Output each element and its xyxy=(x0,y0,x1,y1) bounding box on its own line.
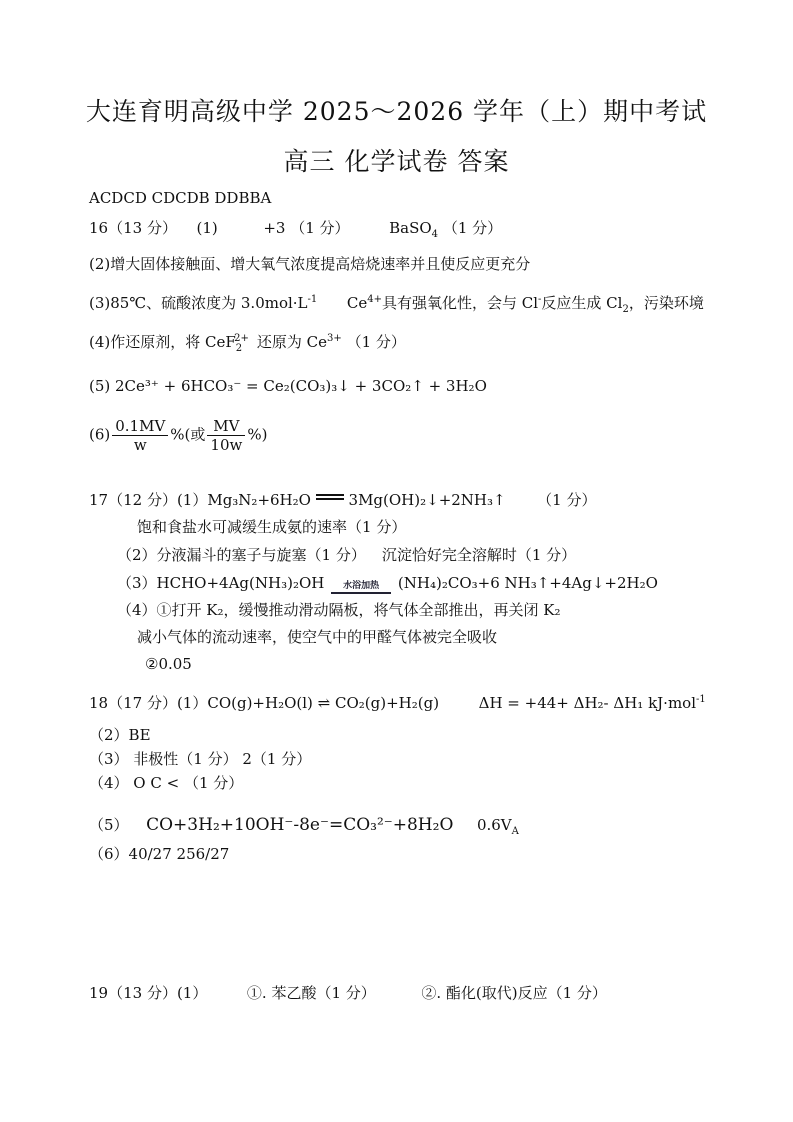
q16-p1-num: (1) xyxy=(196,219,218,237)
equals-symbol xyxy=(316,492,344,502)
q18-delta-h: ΔH = +44+ ΔH₂- ΔH₁ kJ·mol$^{-1}$ xyxy=(478,694,706,712)
q18-line2: （2）BE xyxy=(89,726,151,744)
q17-line2: 饱和食盐水可减缓生成氨的速率（1 分） xyxy=(137,518,407,536)
q18-line3: （3） 非极性（1 分） 2（1 分） xyxy=(89,750,312,768)
q16-p1-answer-b: BaSO$_4$ xyxy=(389,219,439,240)
mc-answers: ACDCD CDCDB DDBBA xyxy=(89,189,272,207)
q18-line5: （5） CO+3H₂+10OH⁻-8e⁻=CO₃²⁻+8H₂O $0.6V_A$ xyxy=(89,815,519,837)
page-subtitle: 高三 化学试卷 答案 xyxy=(283,147,510,176)
fraction-1: $\frac{0.1MV}{w}$ xyxy=(112,417,168,454)
q16-head: 16（13 分） xyxy=(89,219,177,237)
q17-line7: ②0.05 xyxy=(145,655,192,673)
q18-line4: （4） O C < （1 分） xyxy=(89,774,244,792)
fraction-2: $\frac{MV}{10w}$ xyxy=(207,417,245,454)
q17-line4: （3）HCHO+4Ag(NH₃)₂OH 水浴加热 (NH₄)₂CO₃+6 NH₃↑+4Ag↓+2H₂O xyxy=(117,574,658,592)
q16-p3-a: (3)85℃、硫酸浓度为 $3.0mol\cdot L^{-1}$ xyxy=(89,294,318,312)
q19-part1: 19（13 分）(1） ①. 苯乙酸（1 分） ②. 酯化(取代)反应（1 分） xyxy=(89,984,607,1002)
q16-part3 xyxy=(89,290,704,320)
q16-p1-score-a: （1 分） xyxy=(290,219,350,237)
reaction-condition: 水浴加热 xyxy=(331,581,391,594)
q17-part1: 17（12 分）(1）Mg₃N₂+6H₂O 3Mg(OH)₂↓+2NH₃↑ （1 分） xyxy=(89,491,597,509)
q18-answer-volume: $0.6V_A$ xyxy=(476,816,519,837)
q18-line6: （6）40/27 256/27 xyxy=(89,845,230,863)
q16-part4: (4)作还原剂，将 CeF$_2^{2+}$ 还原为 $Ce^{3+}$ （1 分） xyxy=(89,333,406,354)
q16-p3-b: $Ce^{4+}$具有强氧化性，会与 Cl-反应生成 $Cl_2$，污染环境 xyxy=(346,294,704,315)
q16-p1-answer-a: +3 xyxy=(263,219,286,237)
q18-part1: 18（17 分）(1）CO(g)+H₂O(l) ⇌ CO₂(g)+H₂(g) ΔH = +44+ ΔH₂- ΔH₁ kJ·mol$^{-1}$ xyxy=(89,694,706,712)
q16-part5-equation: (5) 2Ce³⁺ + 6HCO₃⁻ = Ce₂(CO₃)₃↓ + 3CO₂↑ + 3H₂O xyxy=(89,377,487,395)
q17-line6: 减小气体的流动速率，使空气中的甲醛气体被完全吸收 xyxy=(137,628,498,646)
q16-part2: (2)增大固体接触面、增大氧气浓度提高焙烧速率并且使反应更充分 xyxy=(89,255,531,273)
q17-line3: （2）分液漏斗的塞子与旋塞（1 分） 沉淀恰好完全溶解时（1 分） xyxy=(117,546,577,564)
q17-line5: （4）①打开 K₂，缓慢推动滑动隔板，将气体全部推出，再关闭 K₂ xyxy=(117,601,561,619)
q16-part6: (6) $\frac{0.1MV}{w}$ %(或 $\frac{MV}{10w}$ %) xyxy=(89,417,268,454)
q16-p1-score-b: （1 分） xyxy=(442,219,503,237)
q16-part1 xyxy=(89,218,502,245)
page-title: 大连育明高级中学 2025～2026 学年（上）期中考试 xyxy=(85,97,708,126)
